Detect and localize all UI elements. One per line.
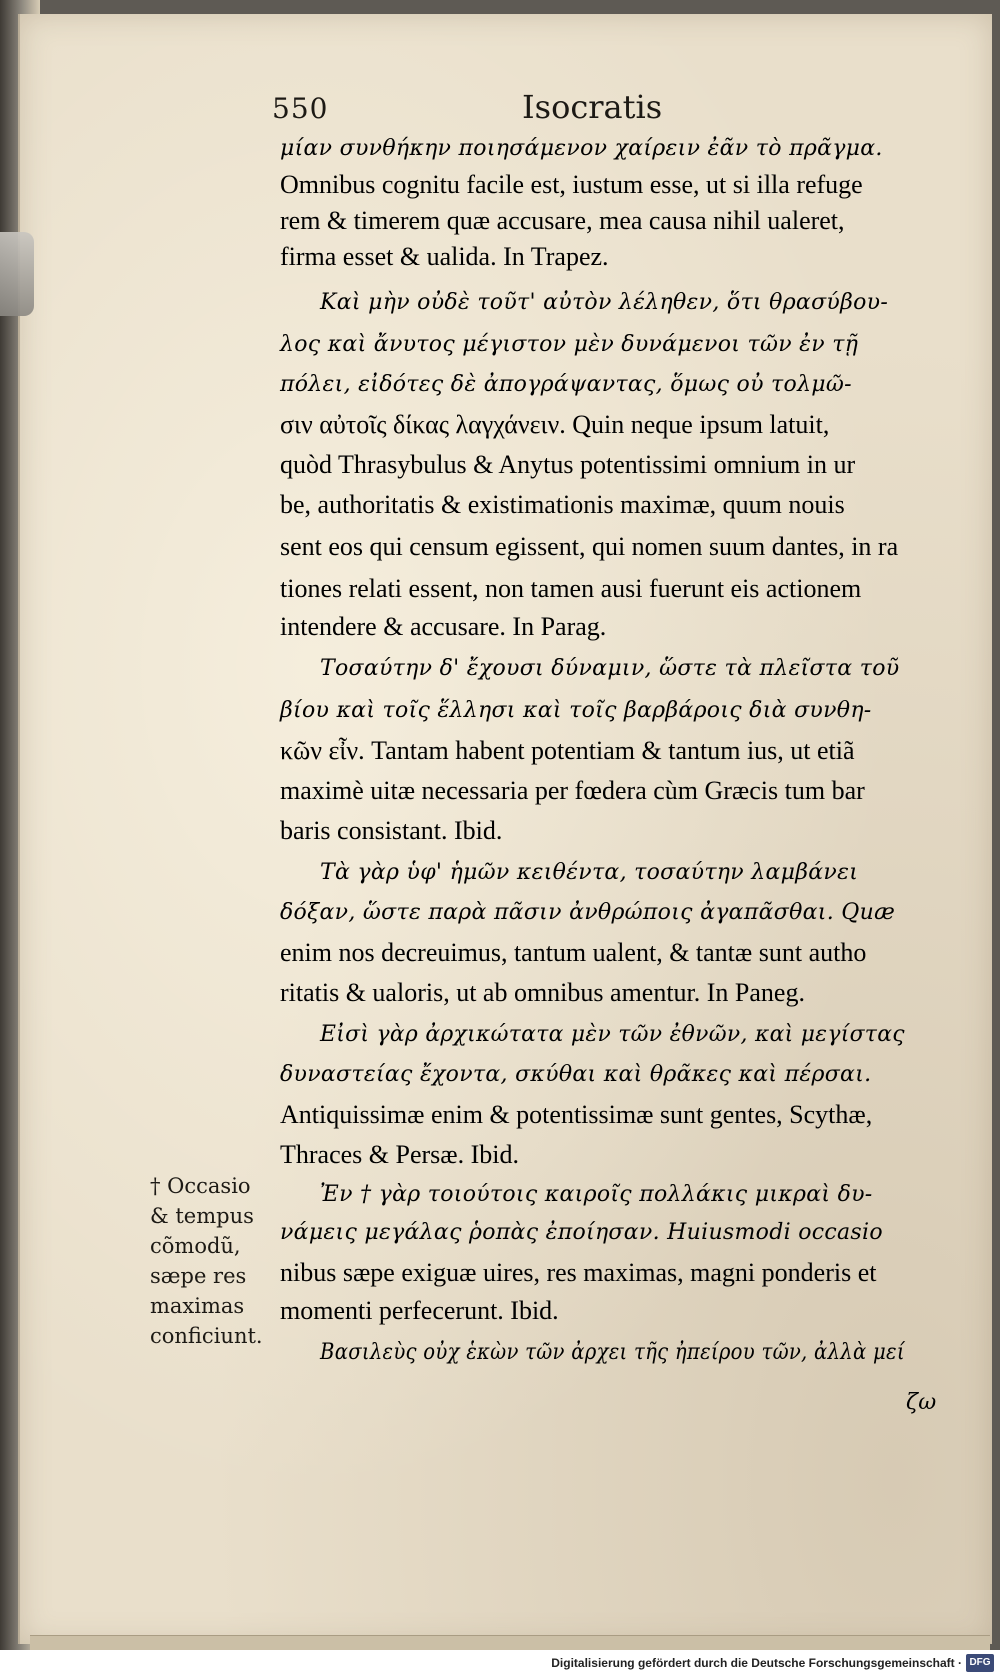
text-line: enim nos decreuimus, tantum ualent, & tantæ sunt autho — [280, 938, 867, 967]
text-line: nibus sæpe exiguæ uires, res maximas, magni ponderis et — [280, 1258, 877, 1287]
text-line: μίαν συνθήκην ποιησάμενον χαίρειν ἐᾶν τὸ πρᾶγμα. — [280, 136, 883, 161]
text-line: πόλει, εἰδότες δὲ ἀπογράψαντας, ὅμως οὐ τολμῶ- — [280, 372, 852, 397]
text-line: Τοσαύτην δ' ἔχουσι δύναμιν, ὥστε τὰ πλεῖστα τοῦ — [320, 656, 900, 681]
catchword: ζω — [906, 1390, 937, 1415]
text-line: be, authoritatis & existimationis maximæ, quum nouis — [280, 490, 845, 519]
text-line: Καὶ μὴν οὐδὲ τοῦτ' αὐτὸν λέληθεν, ὅτι θρασύβου- — [320, 290, 889, 315]
page-clip — [0, 232, 34, 316]
text-line: Βασιλεὺς οὐχ ἑκὼν τῶν ἀρχει τῆς ἠπείρου τῶν, ἀλλὰ μεί — [320, 1340, 905, 1365]
text-line: λος καὶ ἄνυτος μέγιστον μὲν δυνάμενοι τῶν ἐν τῇ — [280, 332, 859, 357]
text-line: νάμεις μεγάλας ῥοπὰς ἐποίησαν. Huiusmodi occasio — [280, 1220, 883, 1245]
text-line: σιν αὐτοῖς δίκας λαγχάνειν. Quin neque ipsum latuit, — [280, 410, 830, 439]
margin-note-line: maximas — [150, 1294, 245, 1318]
text-line: sent eos qui censum egissent, qui nomen suum dantes, in ra — [280, 532, 899, 561]
text-line: tiones relati essent, non tamen ausi fuerunt eis actionem — [280, 574, 862, 603]
margin-note-line: & tempus — [150, 1204, 254, 1228]
text-line: Εἰσὶ γὰρ ἀρχικώτατα μὲν τῶν ἐθνῶν, καὶ μεγίστας — [320, 1022, 905, 1047]
text-line: quòd Thrasybulus & Anytus potentissimi omnium in ur — [280, 450, 856, 479]
text-line: baris consistant. Ibid. — [280, 816, 503, 845]
margin-note-line: sæpe res — [150, 1264, 247, 1288]
text-line: ritatis & ualoris, ut ab omnibus amentur. In Paneg. — [280, 978, 805, 1007]
text-line: intendere & accusare. In Parag. — [280, 612, 607, 641]
text-line: maximè uitæ necessaria per fœdera cùm Græcis tum bar — [280, 776, 865, 805]
text-line: Thraces & Persæ. Ibid. — [280, 1140, 520, 1169]
dfg-logo: DFG — [966, 1654, 994, 1672]
text-line: momenti perfecerunt. Ibid. — [280, 1296, 559, 1325]
text-line: Omnibus cognitu facile est, iustum esse, ut si illa refuge — [280, 170, 863, 199]
text-line: Antiquissimæ enim & potentissimæ sunt gentes, Scythæ, — [280, 1100, 873, 1129]
text-line: βίου καὶ τοῖς ἕλλησι καὶ τοῖς βαρβάροις διὰ συνθη- — [280, 698, 872, 723]
text-line: κῶν εἶν. Tantam habent potentiam & tantum ius, ut etiã — [280, 736, 855, 765]
text-line: Τὰ γὰρ ὑφ' ἡμῶν κειθέντα, τοσαύτην λαμβάνει — [320, 860, 859, 885]
footer-credit: Digitalisierung gefördert durch die Deutsche Forschungsgemeinschaft · — [551, 1656, 962, 1670]
text-line: firma esset & ualida. In Trapez. — [280, 242, 609, 271]
running-head: Isocratis — [522, 88, 663, 126]
text-line: Ἐν † γὰρ τοιούτοις καιροῖς πολλάκις μικραὶ δυ- — [320, 1182, 873, 1207]
margin-note-line: conficiunt. — [150, 1324, 263, 1348]
page-bottom-edge — [30, 1635, 990, 1650]
text-line: rem & timerem quæ accusare, mea causa nihil ualeret, — [280, 206, 845, 235]
page-number: 550 — [272, 92, 329, 125]
footer-bar — [0, 1650, 1000, 1678]
text-line: δόξαν, ὥστε παρὰ πᾶσιν ἀνθρώποις ἀγαπᾶσθαι. Quæ — [280, 900, 896, 925]
text-line: δυναστείας ἔχοντα, σκύθαι καὶ θρᾶκες καὶ πέρσαι. — [280, 1062, 872, 1087]
margin-note-line: cõmodũ, — [150, 1234, 241, 1258]
margin-note-line: † Occasio — [150, 1174, 251, 1198]
